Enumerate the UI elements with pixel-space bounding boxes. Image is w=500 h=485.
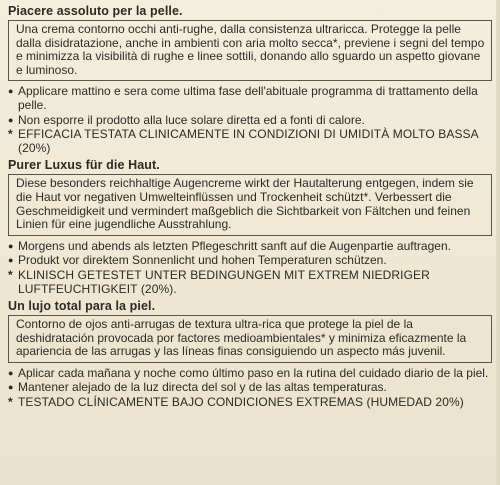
section-title: Piacere assoluto per la pelle. — [8, 4, 183, 18]
section-title: Un lujo total para la piel. — [8, 299, 156, 314]
package-edge — [496, 0, 500, 485]
usage-list — [8, 85, 494, 155]
bullet-icon — [8, 114, 13, 129]
bullet-icon — [8, 254, 13, 269]
list-item — [8, 114, 494, 128]
bullet-icon — [8, 85, 13, 100]
section-italian — [8, 4, 494, 155]
list-item — [8, 85, 494, 112]
footnote — [8, 396, 494, 410]
list-item-text: Non esporre il prodotto alla luce solare diretta ed a fonti di calore. — [18, 112, 365, 127]
usage-list — [8, 240, 494, 296]
usage-list — [8, 367, 494, 410]
section-german — [8, 158, 494, 296]
list-item — [8, 254, 494, 268]
section-spanish — [8, 299, 494, 410]
description-box: Diese besonders reichhaltige Augencreme wirkt der Hautalterung entgegen, indem sie die Haut vor negativen Umwelteinflüssen und Trockenheit schützt*. Verbessert die Geschmeidigkeit und vermindert maßgeblich die Sichtbarkeit von Fältchen und feinen Linien für eine jugendliche Ausstrahlung. — [8, 174, 492, 235]
section-title: Purer Luxus für die Haut. — [8, 158, 160, 173]
description-box: Una crema contorno occhi anti-rughe, dalla consistenza ultraricca. Protegge la pelle dalla disidratazione, anche in ambienti con aria molto secca*, previene i segni del tempo e minimizza la visibilità di rughe e linee sottili, donando allo sguardo un aspetto giovane e luminoso. — [8, 20, 492, 81]
footnote-text: EFFICACIA TESTATA CLINICAMENTE IN CONDIZIONI DI UMIDITÀ MOLTO BASSA (20%) — [18, 127, 479, 155]
footnote — [8, 269, 494, 296]
bullet-icon — [8, 240, 13, 255]
list-item — [8, 381, 494, 395]
list-item-text: Morgens und abends als letzten Pflegeschritt sanft auf die Augenpartie auftragen. — [18, 238, 451, 253]
asterisk-icon — [8, 269, 13, 283]
footnote-text: KLINISCH GETESTET UNTER BEDINGUNGEN MIT EXTREM NIEDRIGER LUFTFEUCHTIGKEIT (20%). — [18, 267, 430, 296]
list-item-text: Produkt vor direktem Sonnenlicht und hohen Temperaturen schützen. — [18, 253, 387, 268]
footnote-text: TESTADO CLÍNICAMENTE BAJO CONDICIONES EXTREMAS (HUMEDAD 20%) — [18, 395, 464, 410]
bullet-icon — [8, 381, 13, 396]
list-item — [8, 240, 494, 254]
list-item-text: Aplicar cada mañana y noche como último paso en la rutina del cuidado diario de la piel. — [18, 365, 489, 380]
bullet-icon — [8, 367, 13, 382]
list-item — [8, 367, 494, 381]
asterisk-icon — [8, 128, 13, 142]
list-item-text: Mantener alejado de la luz directa del sol y de las altas temperaturas. — [18, 380, 387, 395]
description-box: Contorno de ojos anti-arrugas de textura ultra-rica que protege la piel de la deshidratación provocada por factores medioambientales* y minimiza eficazmente la apariencia de las arrugas y las líneas finas consiguiendo un aspecto más juvenil. — [8, 315, 492, 363]
footnote — [8, 128, 494, 155]
asterisk-icon — [8, 396, 13, 410]
list-item-text: Applicare mattino e sera come ultima fase dell'abituale programma di trattamento della pelle. — [18, 84, 478, 112]
